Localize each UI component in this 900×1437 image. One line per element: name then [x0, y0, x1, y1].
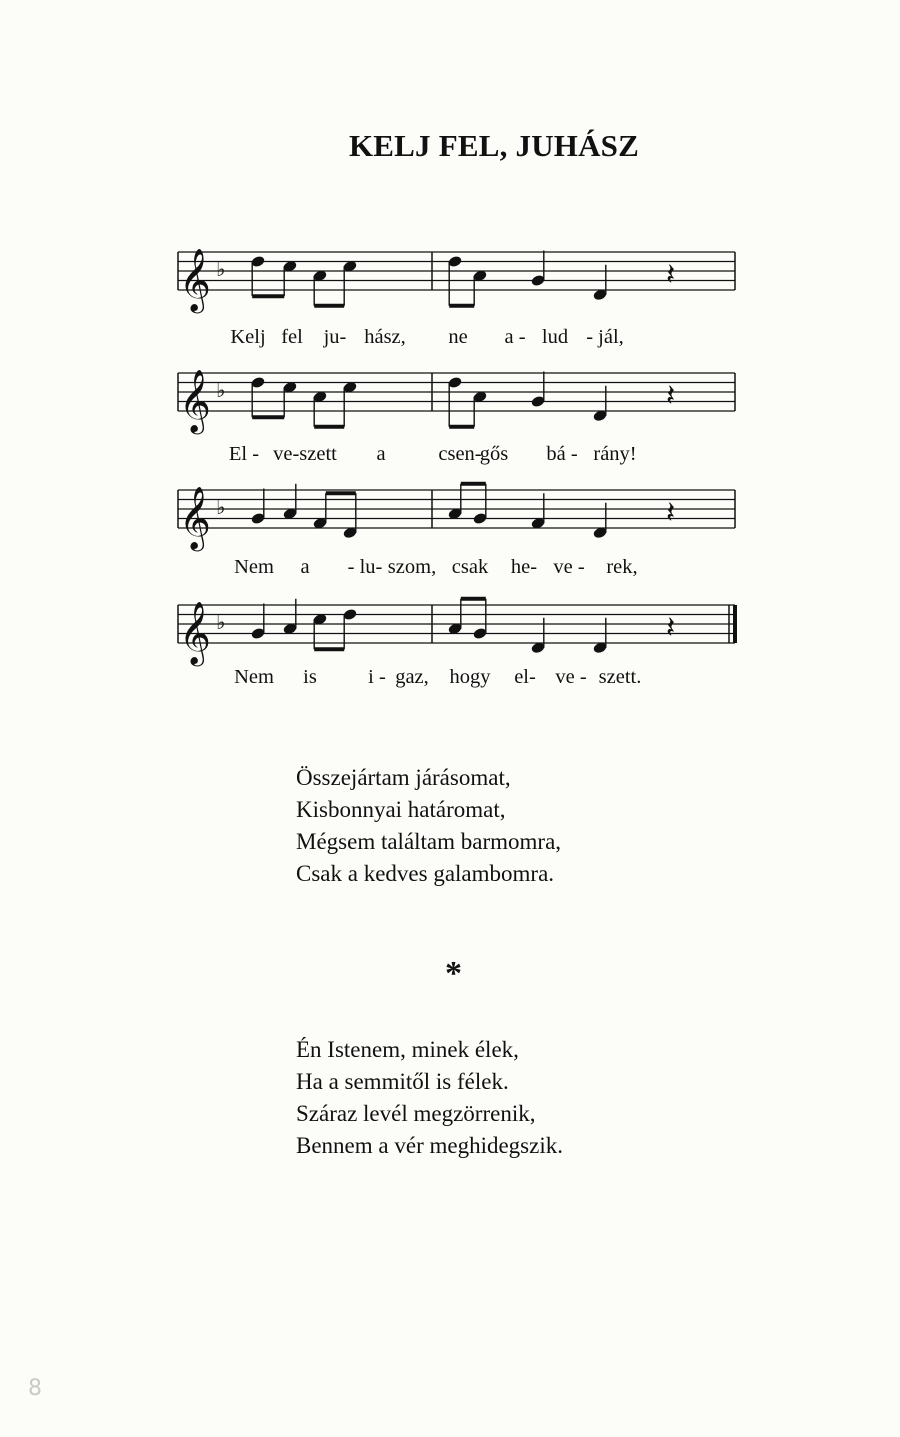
stanza-1-line: Csak a kedves galambomra. [296, 861, 555, 886]
lyric-syllable: rány! [593, 443, 637, 465]
treble-clef-icon: 𝄞 [179, 601, 211, 664]
lyric-syllable: gős [479, 443, 509, 465]
lyric-syllable: rek, [606, 556, 638, 578]
stanza-separator: * [445, 955, 462, 992]
lyric-syllable: hogy [449, 666, 491, 688]
lyric-syllable: szom, [387, 556, 437, 578]
lyric-syllable: csen- [438, 443, 482, 465]
song-title: KELJ FEL, JUHÁSZ [348, 128, 639, 163]
quarter-rest-icon: 𝄽 [666, 610, 676, 646]
stanza-2-line: Bennem a vér meghidegszik. [296, 1133, 563, 1158]
stanza-2-line: Én Istenem, minek élek, [296, 1037, 519, 1062]
lyric-syllable: ve - [553, 556, 585, 578]
lyric-syllable: a - [504, 326, 526, 348]
lyric-syllable: Kelj [230, 326, 266, 348]
lyric-syllable: szett. [598, 666, 642, 688]
lyric-syllable: a [376, 443, 386, 465]
lyric-syllable: ju- [323, 326, 347, 348]
flat-icon: ♭ [216, 257, 226, 281]
stanza-2-line: Száraz levél megzörrenik, [296, 1101, 536, 1126]
flat-icon: ♭ [216, 610, 226, 634]
lyric-syllable: i - [368, 666, 386, 688]
lyric-syllable: lud [541, 326, 569, 348]
lyric-syllable: Nem [234, 556, 274, 578]
lyric-syllable: ve - [555, 666, 587, 688]
lyric-syllable: hász, [364, 326, 406, 348]
lyric-syllable: he- [510, 556, 538, 578]
lyric-syllable: csak [451, 556, 489, 578]
lyric-syllable: - lu- [347, 556, 383, 578]
stanza-1-line: Kisbonnyai határomat, [296, 797, 506, 822]
stanza-2-line: Ha a semmitől is félek. [296, 1069, 509, 1094]
stanza-1-line: Összejártam járásomat, [296, 765, 511, 790]
quarter-rest-icon: 𝄽 [666, 495, 676, 531]
lyric-syllable: ve-szett [273, 443, 337, 465]
quarter-rest-icon: 𝄽 [666, 378, 676, 414]
lyric-syllable: Nem [234, 666, 274, 688]
stanza-1 [296, 762, 561, 890]
lyric-syllable: - jál, [586, 326, 624, 348]
lyric-syllable: bá - [546, 443, 578, 465]
stanza-2 [296, 1034, 563, 1162]
lyric-syllable: ne [448, 326, 468, 348]
lyric-syllable: is [303, 666, 317, 688]
page-number: 8 [28, 1376, 42, 1401]
lyric-syllable: el- [514, 666, 536, 688]
treble-clef-icon: 𝄞 [179, 486, 211, 549]
lyric-syllable: gaz, [395, 666, 429, 688]
stanza-1-line: Mégsem találtam barmomra, [296, 829, 562, 854]
lyric-syllable: a [300, 556, 310, 578]
quarter-rest-icon: 𝄽 [666, 257, 676, 293]
flat-icon: ♭ [216, 495, 226, 519]
lyric-syllable: fel [281, 326, 303, 348]
treble-clef-icon: 𝄞 [179, 248, 211, 311]
treble-clef-icon: 𝄞 [179, 369, 211, 432]
flat-icon: ♭ [216, 378, 226, 402]
lyric-syllable: El - [228, 443, 260, 465]
